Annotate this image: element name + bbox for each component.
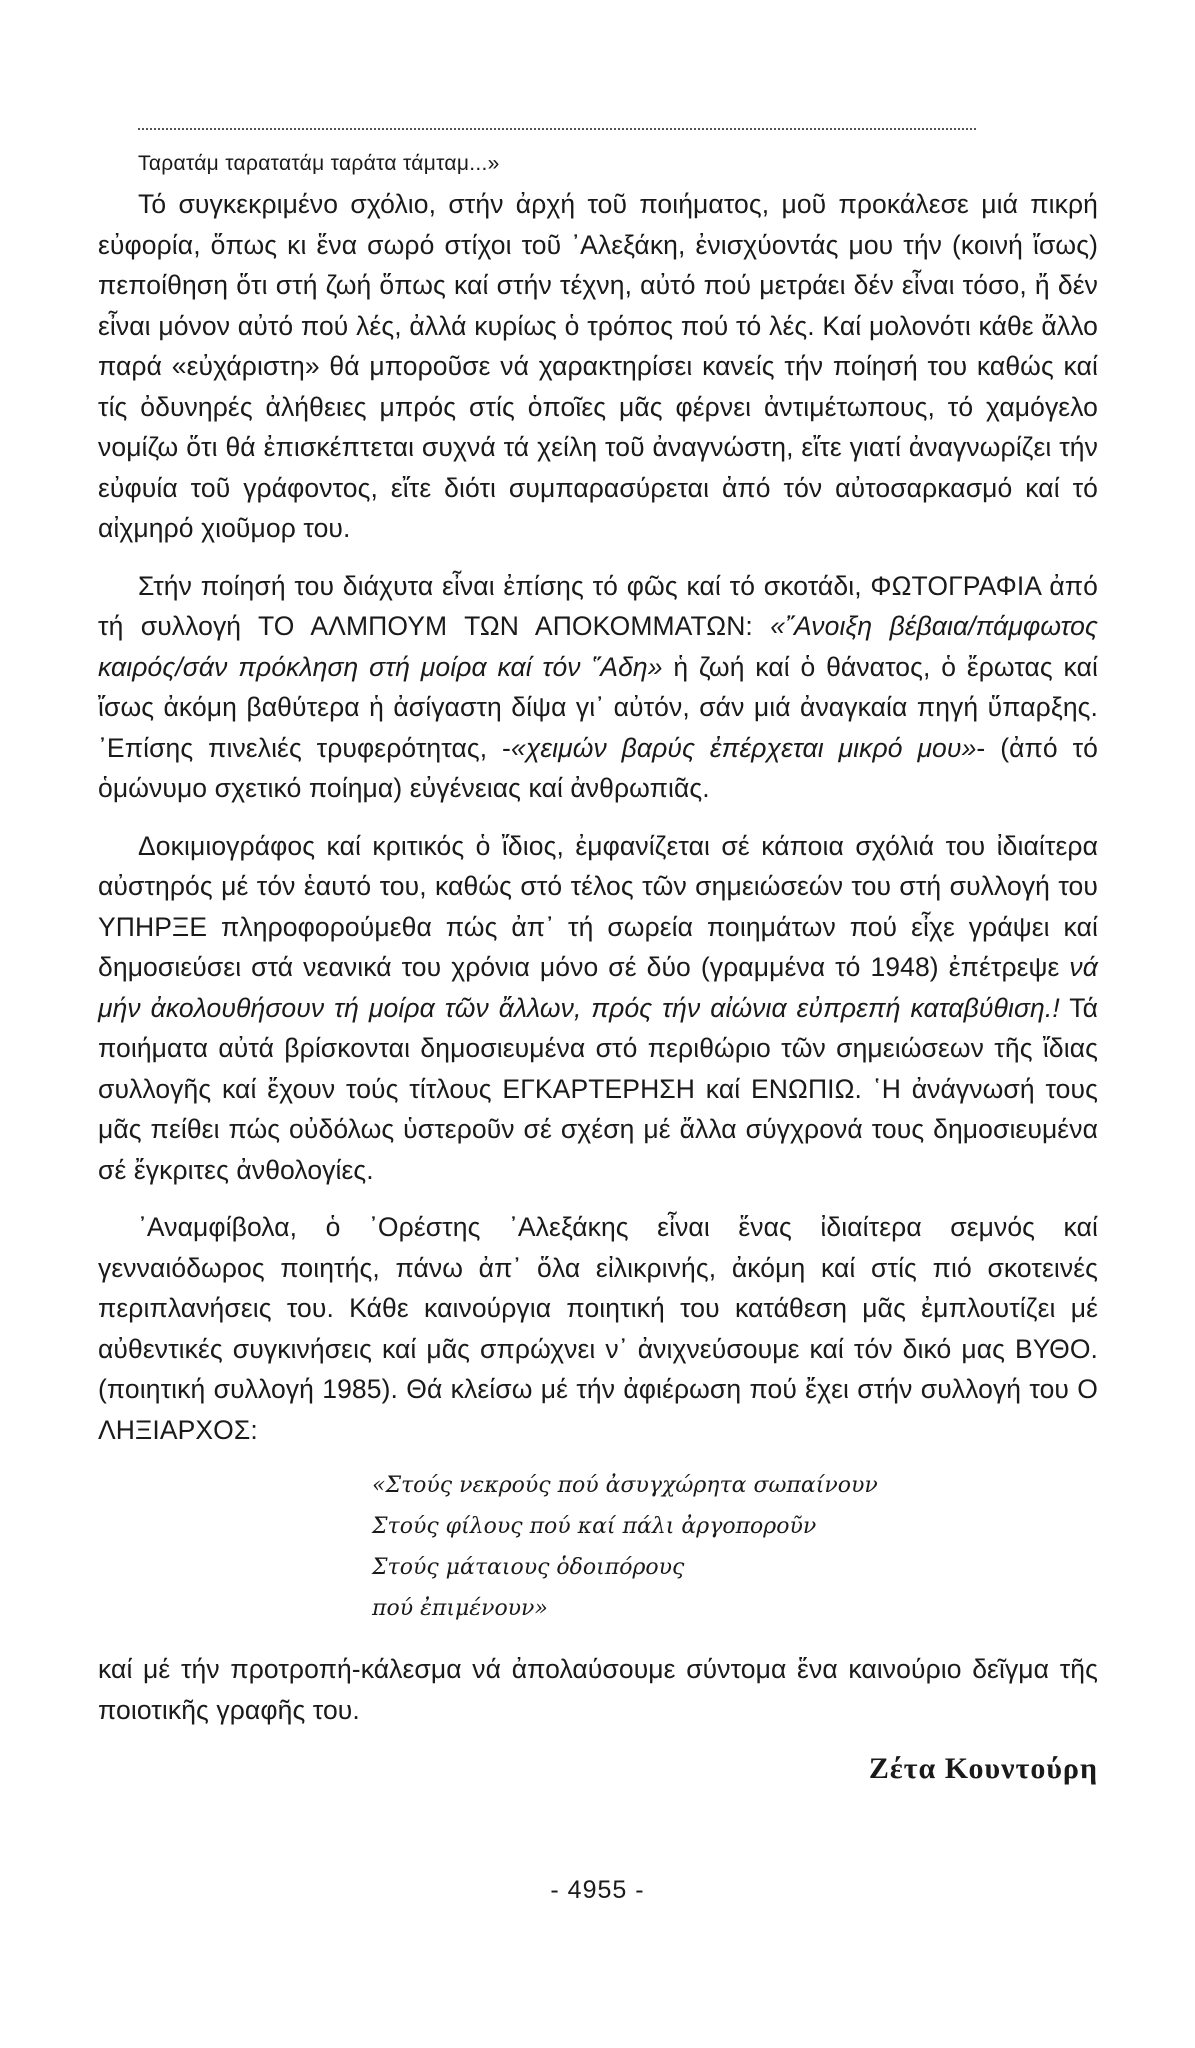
poem-line: πού ἐπιμένουν» bbox=[372, 1596, 548, 1621]
paragraph-3 bbox=[98, 826, 1098, 1191]
dedication-poem bbox=[372, 1465, 1098, 1629]
text-run: ᾿Αναμφίβολα, ὁ ᾿Ορέστης ᾿Αλεξάκης εἶναι ἕνας ἰδιαίτερα σεμνός καί γενναιόδωρος ποιητής, πάνω ἀπ᾿ ὅλα εἰλικρινής, ἀκόμη καί στίς πιό σκοτεινές περιπλανήσεις του. Κάθε καινούργια ποιητική του κατάθεση μᾶς ἐμπλουτίζει μέ αὐθεντικές συγκινήσεις καί μᾶς σπρώχνει ν᾿ ἀνιχνεύσουμε καί τόν δικό μας ΒΥΘΟ. (ποιητική συλλογή 1985). Θά κλείσω μέ τήν ἀφιέρωση πού ἔχει στήν συλλογή του Ο ΛΗΞΙΑΡΧΟΣ: bbox=[98, 1212, 1098, 1445]
poem-line: Στούς μάταιους ὁδοιπόρους bbox=[372, 1555, 685, 1580]
text-run: - (ἀπό τό ὁμώνυμο σχετικό ποίημα) εὐγένειας καί ἀνθρωπιᾶς. bbox=[98, 732, 1099, 803]
quote-fragment: Ταρατάμ ταρατατάμ ταράτα τάμταμ...» bbox=[138, 152, 500, 175]
poem-line: Στούς φίλους πού καί πάλι ἀργοποροῦν bbox=[372, 1514, 817, 1539]
page-body bbox=[98, 128, 1098, 1786]
dotted-separator bbox=[138, 128, 976, 130]
poem-line: «Στούς νεκρούς πού ἀσυγχώρητα σωπαίνουν bbox=[372, 1473, 878, 1498]
paragraph-5: καί μέ τήν προτροπή-κάλεσμα νά ἀπολαύσουμε σύντομα ἕνα καινούριο δεῖγμα τῆς ποιοτικῆς γραφῆς του. bbox=[98, 1654, 1098, 1725]
text-run: Δοκιμιογράφος καί κριτικός ὁ ἴδιος, ἐμφανίζεται σέ κάποια σχόλιά του ἰδιαίτερα αὐστηρός μέ τόν ἑαυτό του, καθώς στό τέλος τῶν σημειώσεών του στή συλλογή του ΥΠΗΡΞΕ πληροφορούμεθα πώς ἀπ᾿ τή σωρεία ποιημάτων πού εἶχε γράψει καί δημοσιεύσει στά νεανικά του χρόνια μόνο σέ δύο (γραμμένα τό 1948) ἐπέτρεψε bbox=[98, 830, 1098, 982]
page-number: - 4955 - bbox=[550, 1876, 645, 1904]
text-run: Τό συγκεκριμένο σχόλιο, στήν ἀρχή τοῦ ποιήματος, μοῦ προκάλεσε μιά πικρή εὐφορία, ὅπως κι ἕνα σωρό στίχοι τοῦ ᾿Αλεξάκη, ἐνισχύοντάς μου τήν (κοινή ἴσως) πεποίθηση ὅτι στή ζωή ὅπως καί στήν τέχνη, αὐτό πού μετράει δέν εἶναι τόσο, ἤ δέν εἶναι μόνον αὐτό πού λές, ἀλλά κυρίως ὁ τρόπος πού τό λές. Καί μολονότι κάθε ἄλλο παρά «εὐχάριστη» θά μποροῦσε νά χαρακτηρίσει κανείς τήν ποίησή του καθώς καί τίς ὀδυνηρές ἀλήθειες μπρός στίς ὁποῖες μᾶς φέρνει ἀντιμέτωπους, τό χαμόγελο νομίζω ὅτι θά ἐπισκέπτεται συχνά τά χείλη τοῦ ἀναγνώστη, εἴτε γιατί ἀναγνωρίζει τήν εὐφυία τοῦ γράφοντος, εἴτε διότι συμπαρασύρεται ἀπό τόν αὐτοσαρκασμό καί τό αἰχμηρό χιοῦμορ του. bbox=[98, 189, 1098, 543]
author-signature: Ζέτα Κουντούρη bbox=[868, 1752, 1098, 1785]
paragraph-1 bbox=[98, 184, 1098, 549]
text-run: ἡ ζωή καί ὁ θάνατος, ὁ ἔρωτας καί ἴσως ἀκόμη βαθύτερα ἡ ἀσίγαστη δίψα γι᾿ αὐτόν, σάν μιά ἀναγκαία πηγή ὕπαρξης. ᾿Επίσης πινελιές τρυφερότητας, - bbox=[98, 651, 1098, 763]
text-run: Τά ποιήματα αὐτά βρίσκονται δημοσιευμένα στό περιθώριο τῶν σημειώσεων τῆς ἴδιας συλλογῆς καί ἔχουν τούς τίτλους ΕΓΚΑΡΤΕΡΗΣΗ καί ΕΝΩΠΙΩ. ῾Η ἀνάγνωσή τους μᾶς πείθει πώς οὐδόλως ὑστεροῦν σέ σχέση μέ ἄλλα σύγχρονά τους δημοσιευμένα σέ ἔγκριτες ἀνθολογίες. bbox=[98, 992, 1099, 1185]
italic-quote: «῎Ανοιξη βέβαια/πάμφωτος καιρός/σάν πρόκληση στή μοίρα καί τόν ῞Αδη» bbox=[98, 611, 1098, 682]
paragraph-4 bbox=[98, 1207, 1098, 1450]
paragraph-2 bbox=[98, 566, 1098, 809]
text-run: Στήν ποίησή του διάχυτα εἶναι ἐπίσης τό φῶς καί τό σκοτάδι, ΦΩΤΟΓΡΑΦΙΑ ἀπό τή συλλογή ΤΟ ΑΛΜΠΟΥΜ ΤΩΝ ΑΠΟΚΟΜΜΑΤΩΝ: bbox=[98, 570, 1098, 641]
italic-quote: «χειμών βαρύς ἐπέρχεται μικρό μου» bbox=[510, 732, 977, 763]
italic-quote: νά μήν ἀκολουθήσουν τή μοίρα τῶν ἄλλων, πρός τήν αἰώνια εὐπρεπή καταβύθιση.! bbox=[98, 952, 1098, 1023]
